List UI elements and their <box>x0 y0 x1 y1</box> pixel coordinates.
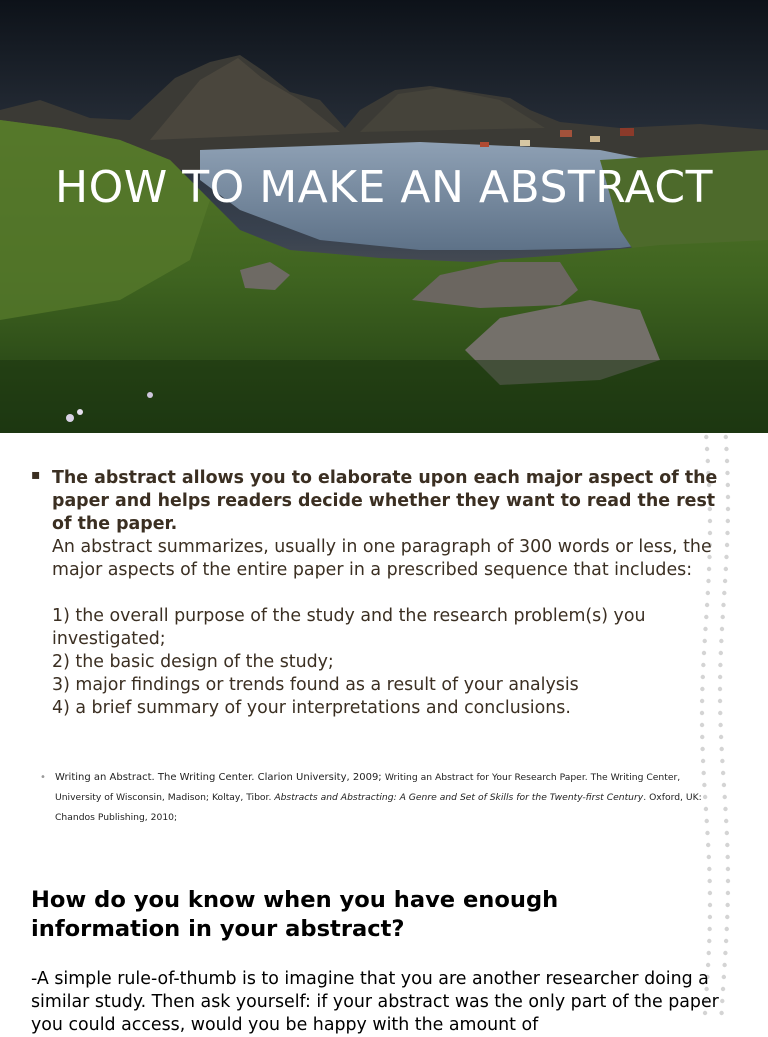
decorative-dot <box>708 891 712 895</box>
decorative-dot <box>724 435 728 439</box>
decorative-dot <box>723 951 727 955</box>
decorative-dot <box>725 843 729 847</box>
decorative-dot <box>706 459 710 463</box>
decorative-dot <box>726 867 730 871</box>
decorative-dot <box>723 795 727 799</box>
decorative-dot <box>708 879 712 883</box>
decorative-dot <box>722 963 726 967</box>
decorative-dot <box>718 723 722 727</box>
intro-text <box>52 467 724 720</box>
decorative-dot <box>721 771 725 775</box>
decorative-dot <box>725 927 729 931</box>
decorative-dot <box>701 759 705 763</box>
decorative-dot <box>725 531 729 535</box>
decorative-dot <box>707 939 711 943</box>
decorative-dot <box>726 879 730 883</box>
decorative-dot <box>726 507 730 511</box>
decorative-dot <box>724 567 728 571</box>
section-heading: How do you know when you have enough information in your abstract? <box>31 887 559 942</box>
decorative-dot <box>708 903 712 907</box>
reference-3-rest: . Oxford, UK: Chandos Publishing, 2010; <box>55 792 702 823</box>
decorative-dot <box>723 807 727 811</box>
decorative-dot <box>724 447 728 451</box>
decorative-dot <box>705 447 709 451</box>
decorative-dot <box>707 951 711 955</box>
decorative-dot <box>705 819 709 823</box>
list-item: 1) the overall purpose of the study and the research problem(s) you investigated; <box>52 606 646 649</box>
decorative-dot <box>726 891 730 895</box>
bullet-square-icon: ▪ <box>31 467 41 483</box>
reference-3-title: Abstracts and Abstracting: A Genre and Set of Skills for the Twenty-first Century <box>274 792 644 803</box>
decorative-dot <box>724 819 728 823</box>
decorative-dot <box>707 867 711 871</box>
list-item: 2) the basic design of the study; <box>52 652 334 672</box>
decorative-dot <box>725 915 729 919</box>
bullet-dot-icon: • <box>40 772 46 783</box>
intro-bold-text: The abstract allows you to elaborate upon each major aspect of the paper and helps readers decide whether they want to read the rest of the paper. <box>52 468 718 534</box>
decorative-dot <box>707 855 711 859</box>
decorative-dot <box>726 483 730 487</box>
references <box>55 768 705 828</box>
decorative-dot <box>708 915 712 919</box>
reference-2: Writing an Abstract for Your Research Paper. The Writing Center, University of Wisconsin, Madison; Koltay, Tibor. <box>55 772 681 803</box>
list-item: 3) major findings or trends found as a result of your analysis <box>52 675 579 695</box>
decorative-dot <box>726 855 730 859</box>
decorative-dot <box>725 903 729 907</box>
decorative-dot <box>725 459 729 463</box>
decorative-dot <box>700 735 704 739</box>
decorative-dot <box>705 831 709 835</box>
decorative-dot <box>719 735 723 739</box>
decorative-dot <box>720 759 724 763</box>
decorative-dot <box>724 939 728 943</box>
decorative-dot <box>706 963 710 967</box>
list-item: 4) a brief summary of your interpretations and conclusions. <box>52 698 571 718</box>
decorative-dot <box>725 831 729 835</box>
decorative-dot <box>719 747 723 751</box>
decorative-dot <box>704 435 708 439</box>
decorative-dot <box>725 543 729 547</box>
decorative-dot <box>722 783 726 787</box>
reference-1: Writing an Abstract. The Writing Center. Clarion University, 2009; <box>55 772 385 783</box>
decorative-dot <box>725 471 729 475</box>
decorative-dot <box>700 723 704 727</box>
decorative-dot <box>707 927 711 931</box>
landscape-image <box>0 0 768 433</box>
decorative-dot <box>724 555 728 559</box>
hero-banner <box>0 0 768 433</box>
section-body: -A simple rule-of-thumb is to imagine that you are another researcher doing a similar study. Then ask yourself: if your abstract was the only part of the paper you could access, would you be happy with the amount of <box>31 969 719 1035</box>
decorative-dot <box>706 843 710 847</box>
page-title: HOW TO MAKE AN ABSTRACT <box>55 162 713 213</box>
decorative-dot <box>700 747 704 751</box>
decorative-dot <box>726 519 730 523</box>
intro-summary-text: An abstract summarizes, usually in one paragraph of 300 words or less, the major aspects of the entire paper in a prescribed sequence that includes: <box>52 537 712 580</box>
decorative-dot <box>726 495 730 499</box>
